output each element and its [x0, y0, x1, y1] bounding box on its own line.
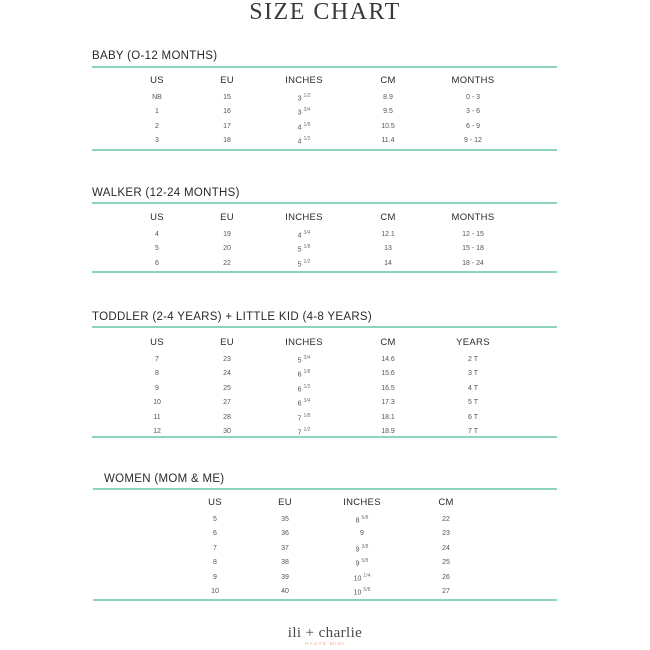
table-cell: 37	[281, 544, 289, 552]
table-cell: 7	[155, 355, 159, 363]
table-cell: 5 T	[468, 399, 478, 407]
table-row	[122, 119, 516, 134]
table-cell: 7 $^{1/8}$	[297, 412, 311, 422]
table-cell: 23	[442, 530, 450, 538]
table-row	[122, 425, 516, 440]
table-cell: 7 $^{1/2}$	[297, 427, 311, 437]
table-cell: 4	[155, 230, 159, 238]
table-cell: 12 - 15	[462, 230, 484, 238]
table-cell: 6 $^{3/4}$	[297, 398, 311, 408]
section-title: BABY (O-12 MONTHS)	[92, 50, 218, 62]
inch-fraction: 1/2	[303, 383, 311, 390]
section-top-rule	[92, 326, 557, 328]
table-cell: 8.9	[383, 93, 393, 101]
table-cell: 9 $^{5/8}$	[355, 558, 369, 568]
inch-fraction: 3/4	[303, 398, 311, 405]
table-cell: 24	[442, 544, 450, 552]
column-header: US	[150, 211, 164, 223]
table-cell: 5 $^{1/2}$	[297, 258, 311, 268]
section-title: WOMEN (MOM & ME)	[104, 473, 225, 485]
table-cell: 36	[281, 530, 289, 538]
table-cell: 3 T	[468, 370, 478, 378]
table-cell: 28	[223, 413, 231, 421]
table-cell: 14.6	[381, 355, 395, 363]
table-cell: 25	[442, 559, 450, 567]
table-cell: 27	[223, 399, 231, 407]
table-cell: 9	[155, 384, 159, 392]
table-row	[122, 352, 516, 367]
column-header: INCHES	[285, 211, 323, 223]
page-title: SIZE CHART	[249, 0, 401, 25]
table-row	[180, 527, 488, 542]
column-header: CM	[380, 74, 396, 86]
table-cell: 4 T	[468, 384, 478, 392]
inch-fraction: 1/2	[303, 258, 311, 265]
section-bottom-rule	[92, 271, 557, 273]
table-row	[180, 556, 488, 571]
table-cell: 0 - 3	[465, 93, 480, 101]
table-cell: 3 $^{3/4}$	[297, 107, 311, 117]
inch-fraction: 3/8	[361, 543, 369, 550]
table-cell: 18	[223, 137, 231, 145]
table-cell: 18.9	[381, 428, 395, 436]
size-table	[180, 492, 488, 599]
table-header-row	[180, 492, 488, 512]
table-row	[122, 90, 516, 105]
table-cell: 10	[211, 588, 219, 596]
table-cell: 3 - 6	[465, 108, 480, 116]
table-cell: 14	[384, 259, 392, 267]
table-cell: 6	[155, 259, 159, 267]
table-cell: 9 - 12	[464, 137, 482, 145]
table-cell: 4 $^{1/8}$	[297, 121, 311, 131]
table-row	[122, 396, 516, 411]
table-cell: 38	[281, 559, 289, 567]
column-header: INCHES	[343, 496, 381, 508]
size-section	[93, 473, 557, 601]
table-cell: 15 - 18	[462, 245, 484, 253]
column-header: INCHES	[285, 74, 323, 86]
table-cell: 11.4	[381, 137, 395, 145]
table-cell: 12.1	[381, 230, 395, 238]
table-row	[180, 585, 488, 600]
table-row	[180, 512, 488, 527]
table-cell: 18.1	[381, 413, 395, 421]
inch-fraction: 1/8	[303, 121, 311, 128]
table-cell: 2	[155, 122, 159, 130]
table-cell: 17	[223, 122, 231, 130]
table-cell: 20	[223, 245, 231, 253]
size-table	[122, 70, 516, 148]
column-header: EU	[220, 74, 234, 86]
section-title: TODDLER (2-4 YEARS) + LITTLE KID (4-8 YEARS)	[92, 311, 373, 323]
column-header: YEARS	[456, 336, 490, 348]
table-cell: 15.6	[381, 370, 395, 378]
brand-logo: ili + charlie	[287, 625, 363, 641]
table-row	[122, 367, 516, 382]
inch-fraction: 3/4	[303, 229, 311, 236]
inch-fraction: 5/8	[361, 514, 369, 521]
brand-tagline: HAUTE MINI	[304, 641, 345, 646]
table-cell: 19	[223, 230, 231, 238]
table-cell: 5 $^{3/4}$	[297, 354, 311, 364]
table-cell: 6 T	[468, 413, 478, 421]
table-cell: 10	[153, 399, 161, 407]
column-header: US	[208, 496, 222, 508]
table-row	[122, 381, 516, 396]
inch-fraction: 1/8	[303, 244, 311, 251]
table-cell: 30	[223, 428, 231, 436]
table-cell: 8 $^{5/8}$	[355, 514, 369, 524]
table-cell: 5	[213, 515, 217, 523]
table-cell: 7	[213, 544, 217, 552]
column-header: US	[150, 74, 164, 86]
table-header-row	[122, 332, 516, 352]
table-cell: 26	[442, 573, 450, 581]
size-section	[92, 311, 557, 438]
inch-fraction: 3/4	[303, 354, 311, 361]
table-cell: 5	[155, 245, 159, 253]
inch-fraction: 1/4	[363, 572, 371, 579]
table-cell: 22	[223, 259, 231, 267]
inch-fraction: 1/8	[303, 369, 311, 376]
column-header: EU	[220, 336, 234, 348]
inch-fraction: 1/2	[303, 136, 311, 143]
table-cell: 4 $^{3/4}$	[297, 229, 311, 239]
table-cell: 5 $^{1/8}$	[297, 244, 311, 254]
column-header: US	[150, 336, 164, 348]
table-cell: 3	[155, 137, 159, 145]
table-cell: 9	[213, 573, 217, 581]
section-top-rule	[93, 488, 557, 490]
table-row	[122, 105, 516, 120]
column-header: CM	[438, 496, 454, 508]
table-cell: 9.5	[383, 108, 393, 116]
table-cell: 9	[360, 530, 364, 538]
table-cell: 16.5	[381, 384, 395, 392]
column-header: CM	[380, 336, 396, 348]
table-cell: 25	[223, 384, 231, 392]
table-cell: 12	[153, 428, 161, 436]
table-cell: 10 $^{1/4}$	[353, 572, 371, 582]
inch-fraction: 1/8	[303, 412, 311, 419]
table-row	[122, 134, 516, 149]
table-row	[180, 570, 488, 585]
table-cell: 3 $^{1/2}$	[297, 92, 311, 102]
table-cell: 10.5	[381, 122, 395, 130]
inch-fraction: 5/8	[361, 558, 369, 565]
inch-fraction: 1/2	[303, 92, 311, 99]
table-cell: 10 $^{5/8}$	[353, 587, 371, 597]
column-header: EU	[220, 211, 234, 223]
inch-fraction: 3/4	[303, 107, 311, 114]
table-cell: 6 $^{1/2}$	[297, 383, 311, 393]
table-cell: 23	[223, 355, 231, 363]
table-cell: 39	[281, 573, 289, 581]
table-row	[122, 256, 516, 271]
column-header: EU	[278, 496, 292, 508]
column-header: INCHES	[285, 336, 323, 348]
table-cell: 35	[281, 515, 289, 523]
table-cell: 24	[223, 370, 231, 378]
section-bottom-rule	[93, 599, 557, 601]
size-section	[92, 50, 557, 151]
table-cell: 22	[442, 515, 450, 523]
table-cell: 8	[213, 559, 217, 567]
table-row	[122, 410, 516, 425]
table-cell: 4 $^{1/2}$	[297, 136, 311, 146]
table-cell: 13	[384, 245, 392, 253]
section-top-rule	[92, 202, 557, 204]
table-header-row	[122, 207, 516, 227]
table-row	[180, 541, 488, 556]
table-row	[122, 227, 516, 242]
column-header: MONTHS	[451, 211, 495, 223]
table-cell: 11	[153, 413, 161, 421]
table-cell: 17.3	[381, 399, 395, 407]
table-cell: 9 $^{3/8}$	[355, 543, 369, 553]
table-cell: 8	[155, 370, 159, 378]
section-top-rule	[92, 66, 557, 68]
table-cell: 2 T	[468, 355, 478, 363]
table-cell: 6 - 9	[465, 122, 480, 130]
table-cell: 6	[213, 530, 217, 538]
table-row	[122, 242, 516, 257]
section-title: WALKER (12-24 MONTHS)	[92, 187, 240, 199]
column-header: MONTHS	[451, 74, 495, 86]
table-cell: 15	[223, 93, 231, 101]
size-table	[122, 332, 516, 439]
table-cell: 1	[155, 108, 159, 116]
table-cell: 7 T	[468, 428, 478, 436]
table-cell: 18 - 24	[462, 259, 484, 267]
section-bottom-rule	[92, 149, 557, 151]
size-section	[92, 187, 557, 273]
column-header: CM	[380, 211, 396, 223]
table-cell: 40	[281, 588, 289, 596]
inch-fraction: 1/2	[303, 427, 311, 434]
inch-fraction: 5/8	[363, 587, 371, 594]
table-cell: 16	[223, 108, 231, 116]
table-header-row	[122, 70, 516, 90]
table-cell: 6 $^{1/8}$	[297, 369, 311, 379]
table-cell: 27	[442, 588, 450, 596]
size-table	[122, 207, 516, 271]
table-cell: NB	[152, 93, 162, 101]
